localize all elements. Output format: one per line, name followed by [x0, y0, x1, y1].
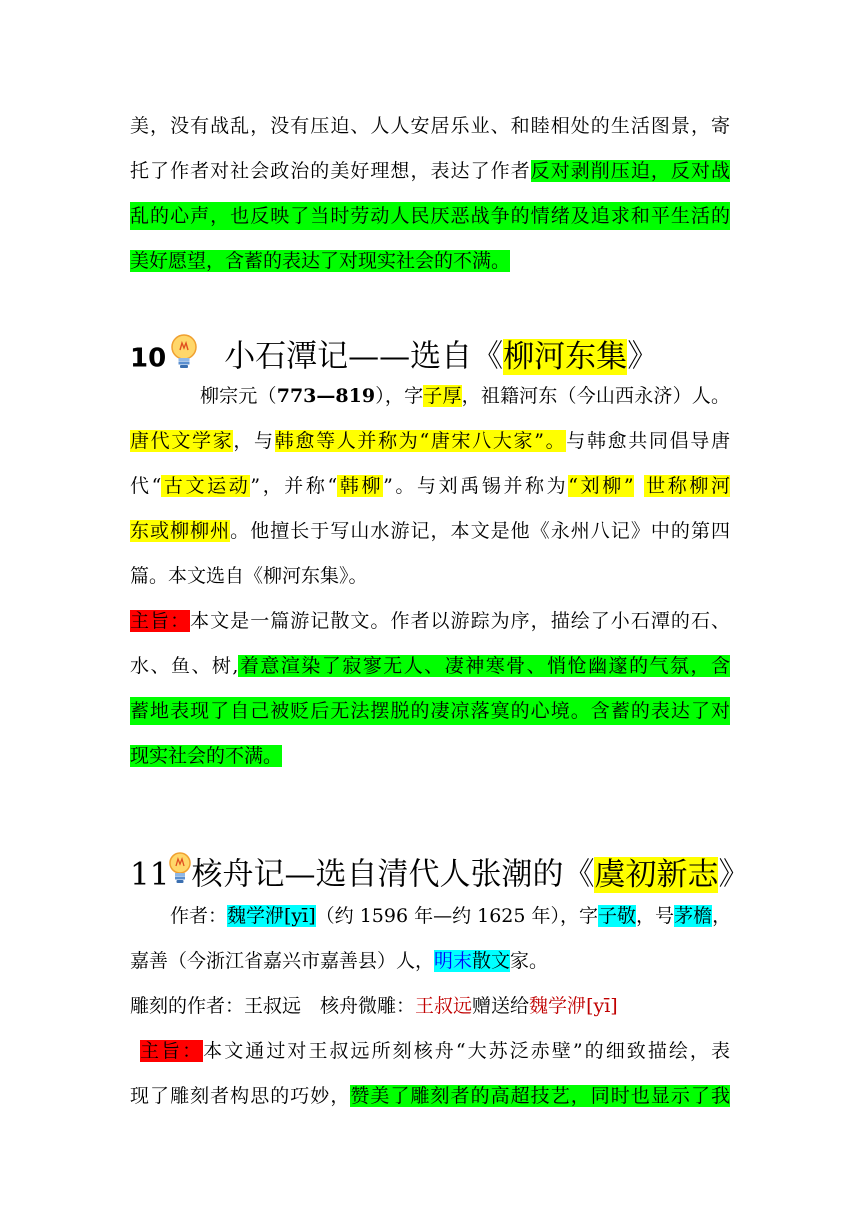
text-line: 水、鱼、树,着意渲染了寂寥无人、凄神寒骨、悄怆幽邃的气氛，含: [130, 655, 730, 677]
highlight-yellow: 韩愈等人并称为“唐宋八大家”。: [274, 430, 567, 452]
highlight-cyan: 明末: [434, 950, 473, 972]
highlight-green: 乱的心声，也反映了当时劳动人民厌恶战争的情绪及追求和平生活的: [130, 202, 730, 230]
text-line: 主旨：本文通过对王叔远所刻核舟“大苏泛赤壁”的细致描绘，表: [140, 1040, 730, 1062]
text-line: [130, 742, 282, 770]
highlight-yellow: “刘柳”: [568, 475, 634, 497]
highlight-yellow: 虞初新志: [594, 856, 719, 893]
highlight-green: 现实社会的不满。: [130, 745, 283, 767]
highlight-yellow: 古文运动: [161, 475, 251, 497]
theme-label: 主旨：: [130, 610, 191, 632]
highlight-yellow: 子厚: [423, 385, 462, 407]
highlight-cyan: 子敬: [598, 905, 637, 927]
text-line: 柳宗元（773—819），字子厚，祖籍河东（今山西永济）人。: [200, 385, 730, 407]
text-line: 主旨：本文是一篇游记散文。作者以游踪为序，描绘了小石潭的石、: [130, 610, 730, 632]
section-11-title: 11 核舟记—选自清代人张潮的《虞初新志》: [130, 850, 749, 894]
text-line: 现了雕刻者构思的巧妙，赞美了雕刻者的高超技艺，同时也显示了我: [130, 1085, 730, 1107]
text-line: 托了作者对社会政治的美好理想，表达了作者反对剥削压迫，反对战: [130, 160, 730, 182]
highlight-yellow: 韩柳: [337, 475, 384, 497]
highlight-yellow: 柳河东集: [503, 338, 628, 375]
text-line: 唐代文学家，与韩愈等人并称为“唐宋八大家”。与韩愈共同倡导唐: [130, 430, 730, 452]
text-line: 雕刻的作者：王叔远 核舟微雕：王叔远赠送给魏学洢[yī]: [130, 995, 618, 1017]
lightbulb-icon: [166, 332, 202, 384]
section-number: 10: [130, 343, 167, 374]
text-line: [130, 247, 510, 275]
theme-label: 主旨：: [140, 1040, 204, 1062]
highlight-green: 蓄地表现了自己被贬后无法摆脱的凄凉落寞的心境。含蓄的表达了对: [130, 697, 730, 725]
section-10-title: 10 小石潭记——选自《柳河东集》: [130, 332, 658, 376]
text-line: 作者：魏学洢[yī]（约 1596 年—约 1625 年），字子敬，号茅檐，: [170, 905, 732, 927]
text-line: 嘉善（今浙江省嘉兴市嘉善县）人，明末散文家。: [130, 950, 549, 972]
highlight-yellow: 世称柳河: [643, 475, 730, 497]
highlight-yellow: 唐代文学家: [130, 430, 234, 452]
text-line: 篇。本文选自《柳河东集》。: [130, 565, 368, 587]
highlight-cyan: 散文: [472, 950, 511, 972]
section-number: 11: [130, 856, 170, 893]
highlight-yellow: 东或柳柳州: [130, 520, 231, 542]
highlight-cyan: 魏学洢[yī]: [227, 905, 316, 927]
highlight-cyan: 茅檐: [674, 905, 713, 927]
highlight-green: 美好愿望，含蓄的表达了对现实社会的不满。: [130, 250, 511, 272]
text-line: 东或柳柳州。他擅长于写山水游记，本文是他《永州八记》中的第四: [130, 520, 730, 542]
highlight-green: 反对剥削压迫，反对战: [530, 160, 730, 182]
highlight-green: 赞美了雕刻者的高超技艺，同时也显示了我: [350, 1085, 730, 1107]
text-line: 代“古文运动”，并称“韩柳”。与刘禹锡并称为“刘柳” 世称柳河: [130, 475, 730, 497]
highlight-green: 着意渲染了寂寥无人、凄神寒骨、悄怆幽邃的气氛，含: [238, 655, 730, 677]
lightbulb-icon: [169, 850, 191, 902]
text-line: 美，没有战乱，没有压迫、人人安居乐业、和睦相处的生活图景，寄: [130, 115, 730, 137]
